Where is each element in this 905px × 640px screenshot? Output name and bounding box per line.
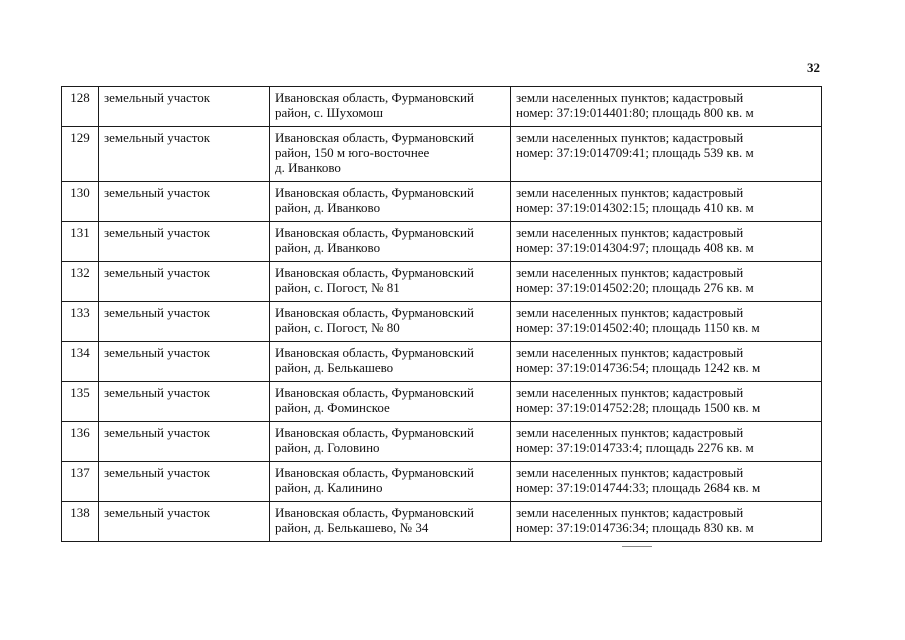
description-line: номер: 37:19:014744:33; площадь 2684 кв. м (516, 480, 761, 495)
description-line: земли населенных пунктов; кадастровый (516, 505, 744, 520)
object-address (270, 342, 511, 382)
address-line: Ивановская область, Фурмановский (275, 130, 474, 145)
table-row (62, 342, 822, 382)
object-description (511, 222, 822, 262)
object-description (511, 127, 822, 182)
row-number: 134 (62, 342, 99, 382)
object-address (270, 462, 511, 502)
table-row (62, 422, 822, 462)
address-line: Ивановская область, Фурмановский (275, 425, 474, 440)
object-description (511, 342, 822, 382)
address-line: район, д. Белькашево (275, 360, 394, 375)
address-line: район, д. Головино (275, 440, 380, 455)
description-line: земли населенных пунктов; кадастровый (516, 225, 744, 240)
address-line: район, д. Иванково (275, 240, 381, 255)
object-address (270, 127, 511, 182)
table-row (62, 182, 822, 222)
object-address (270, 182, 511, 222)
description-line: земли населенных пунктов; кадастровый (516, 265, 744, 280)
description-line: земли населенных пунктов; кадастровый (516, 345, 744, 360)
object-address (270, 222, 511, 262)
row-number: 130 (62, 182, 99, 222)
row-number: 138 (62, 502, 99, 542)
description-line: номер: 37:19:014736:34; площадь 830 кв. м (516, 520, 754, 535)
address-line: район, д. Белькашево, № 34 (275, 520, 429, 535)
object-description (511, 302, 822, 342)
row-number: 135 (62, 382, 99, 422)
object-address (270, 87, 511, 127)
object-address (270, 262, 511, 302)
description-line: номер: 37:19:014502:20; площадь 276 кв. м (516, 280, 754, 295)
table-row (62, 502, 822, 542)
scan-artifact (622, 546, 652, 547)
description-line: земли населенных пунктов; кадастровый (516, 130, 744, 145)
table-row (62, 87, 822, 127)
row-number: 132 (62, 262, 99, 302)
address-line: Ивановская область, Фурмановский (275, 265, 474, 280)
object-description (511, 462, 822, 502)
object-type: земельный участок (99, 422, 270, 462)
land-plots-table (61, 86, 822, 542)
table-row (62, 382, 822, 422)
address-line: Ивановская область, Фурмановский (275, 345, 474, 360)
description-line: номер: 37:19:014401:80; площадь 800 кв. м (516, 105, 754, 120)
address-line: Ивановская область, Фурмановский (275, 305, 474, 320)
row-number: 136 (62, 422, 99, 462)
address-line: район, д. Фоминское (275, 400, 390, 415)
description-line: земли населенных пунктов; кадастровый (516, 305, 744, 320)
object-type: земельный участок (99, 262, 270, 302)
row-number: 137 (62, 462, 99, 502)
object-address (270, 502, 511, 542)
object-description (511, 182, 822, 222)
description-line: земли населенных пунктов; кадастровый (516, 185, 744, 200)
object-address (270, 302, 511, 342)
object-type: земельный участок (99, 87, 270, 127)
address-line: Ивановская область, Фурмановский (275, 90, 474, 105)
address-line: д. Иванково (275, 160, 341, 175)
object-type: земельный участок (99, 502, 270, 542)
row-number: 133 (62, 302, 99, 342)
object-type: земельный участок (99, 382, 270, 422)
description-line: номер: 37:19:014752:28; площадь 1500 кв. м (516, 400, 761, 415)
object-type: земельный участок (99, 127, 270, 182)
address-line: Ивановская область, Фурмановский (275, 185, 474, 200)
address-line: Ивановская область, Фурмановский (275, 505, 474, 520)
description-line: номер: 37:19:014302:15; площадь 410 кв. м (516, 200, 754, 215)
row-number: 131 (62, 222, 99, 262)
table-row (62, 302, 822, 342)
description-line: земли населенных пунктов; кадастровый (516, 465, 744, 480)
description-line: номер: 37:19:014502:40; площадь 1150 кв. м (516, 320, 760, 335)
object-type: земельный участок (99, 222, 270, 262)
object-address (270, 382, 511, 422)
table-body (62, 87, 822, 542)
address-line: район, с. Шухомош (275, 105, 384, 120)
address-line: район, д. Иванково (275, 200, 381, 215)
description-line: номер: 37:19:014304:97; площадь 408 кв. м (516, 240, 754, 255)
description-line: земли населенных пунктов; кадастровый (516, 425, 744, 440)
description-line: земли населенных пунктов; кадастровый (516, 385, 744, 400)
address-line: Ивановская область, Фурмановский (275, 465, 474, 480)
row-number: 128 (62, 87, 99, 127)
object-description (511, 87, 822, 127)
object-type: земельный участок (99, 462, 270, 502)
address-line: район, д. Калинино (275, 480, 383, 495)
object-type: земельный участок (99, 182, 270, 222)
description-line: номер: 37:19:014709:41; площадь 539 кв. м (516, 145, 754, 160)
table-row (62, 127, 822, 182)
table-row (62, 262, 822, 302)
table-row (62, 462, 822, 502)
address-line: район, с. Погост, № 81 (275, 280, 400, 295)
object-description (511, 422, 822, 462)
object-description (511, 502, 822, 542)
description-line: номер: 37:19:014733:4; площадь 2276 кв. м (516, 440, 754, 455)
description-line: земли населенных пунктов; кадастровый (516, 90, 744, 105)
object-type: земельный участок (99, 342, 270, 382)
object-type: земельный участок (99, 302, 270, 342)
object-address (270, 422, 511, 462)
address-line: район, 150 м юго-восточнее (275, 145, 430, 160)
address-line: Ивановская область, Фурмановский (275, 385, 474, 400)
address-line: Ивановская область, Фурмановский (275, 225, 474, 240)
address-line: район, с. Погост, № 80 (275, 320, 400, 335)
page-number: 32 (807, 60, 820, 75)
row-number: 129 (62, 127, 99, 182)
object-description (511, 262, 822, 302)
description-line: номер: 37:19:014736:54; площадь 1242 кв. м (516, 360, 761, 375)
object-description (511, 382, 822, 422)
table-row (62, 222, 822, 262)
